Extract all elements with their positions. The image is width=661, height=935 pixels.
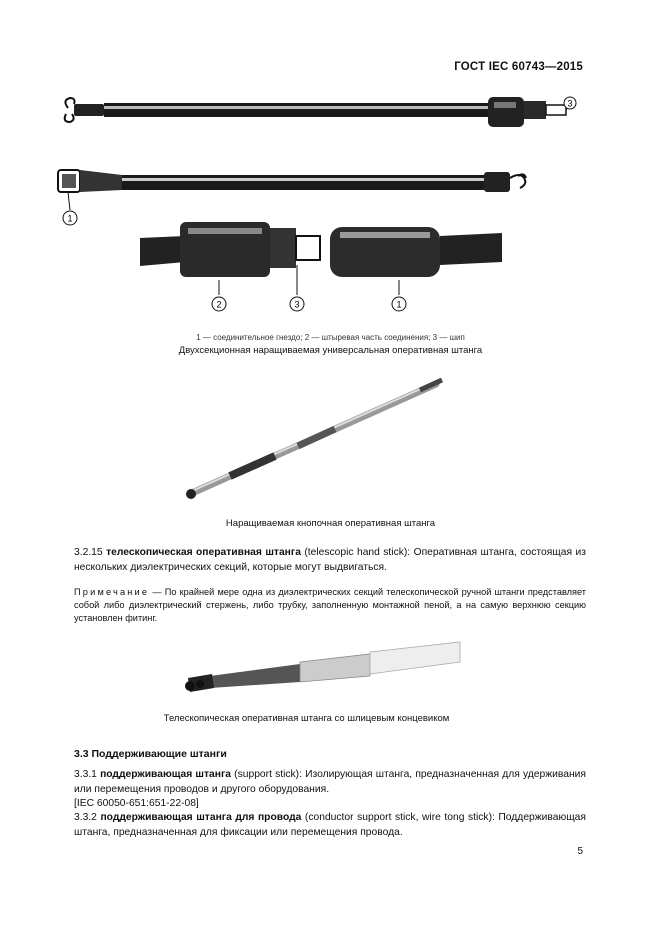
term-3-3-1	[74, 768, 586, 797]
figure3-caption: Телескопическая оперативная штанга со шлицевым концевиком	[163, 713, 450, 724]
top-stick-illustration	[65, 97, 566, 127]
note-text: — По крайней мере одна из диэлектрических секций телескопической ручной штанги представляет собой либо диэлектрический стержень, либо трубку, заполненную монтажной пеной, а на самую верхнюю секцию установлен фитинг.	[74, 587, 586, 624]
svg-text:1: 1	[67, 213, 73, 224]
figure1-legend: 1 — соединительное гнездо; 2 — штыревая часть соединения; 3 — шип	[196, 333, 465, 342]
term-name: телескопическая оперативная штанга	[106, 547, 301, 558]
page-number: 5	[577, 846, 583, 857]
term-3-3-2	[74, 811, 586, 840]
callout-1-left	[63, 192, 77, 225]
clause-number: 3.2.15	[74, 547, 103, 558]
svg-text:2: 2	[216, 299, 222, 310]
callout-3	[290, 265, 304, 311]
figure-extendable-stick-drawing	[40, 90, 620, 322]
term-name: поддерживающая штанга для провода	[100, 812, 302, 823]
figure-telescopic-stick-photo	[170, 628, 470, 696]
figure-push-button-stick-photo	[180, 376, 450, 504]
term-name: поддерживающая штанга	[100, 769, 232, 780]
connector-detail-illustration	[140, 222, 502, 277]
term-3-2-15	[74, 546, 586, 575]
callout-2	[212, 280, 226, 311]
svg-text:3: 3	[567, 98, 573, 109]
note-label: Примечание	[74, 587, 150, 597]
middle-stick-illustration	[58, 170, 526, 192]
source-reference: [IEC 60050-651:651-22-08]	[74, 798, 199, 809]
note-block	[74, 586, 586, 626]
document-id: ГОСТ IEC 60743—2015	[454, 61, 583, 73]
section-heading: 3.3 Поддерживающие штанги	[74, 748, 227, 760]
svg-text:1: 1	[396, 299, 402, 310]
callout-1-right	[392, 280, 406, 311]
term-definition: (support stick): Изолирующая штанга, предназначенная для удерживания или перемещения проводов и другого оборудования.	[74, 769, 586, 795]
term-definition: (telescopic hand stick): Оперативная штанга, состоящая из нескольких диэлектрических секций, которые могут выдвигаться.	[74, 547, 586, 573]
figure2-caption: Наращиваемая кнопочная оперативная штанга	[225, 518, 436, 529]
figure1-caption: Двухсекционная наращиваемая универсальная оперативная штанга	[178, 345, 483, 356]
term-definition: (conductor support stick, wire tong stick): Поддерживающая штанга, предназначенная для фиксации или перемещения провода.	[74, 812, 586, 838]
clause-number: 3.3.1	[74, 769, 97, 780]
svg-text:3: 3	[294, 299, 300, 310]
clause-number: 3.3.2	[74, 812, 97, 823]
